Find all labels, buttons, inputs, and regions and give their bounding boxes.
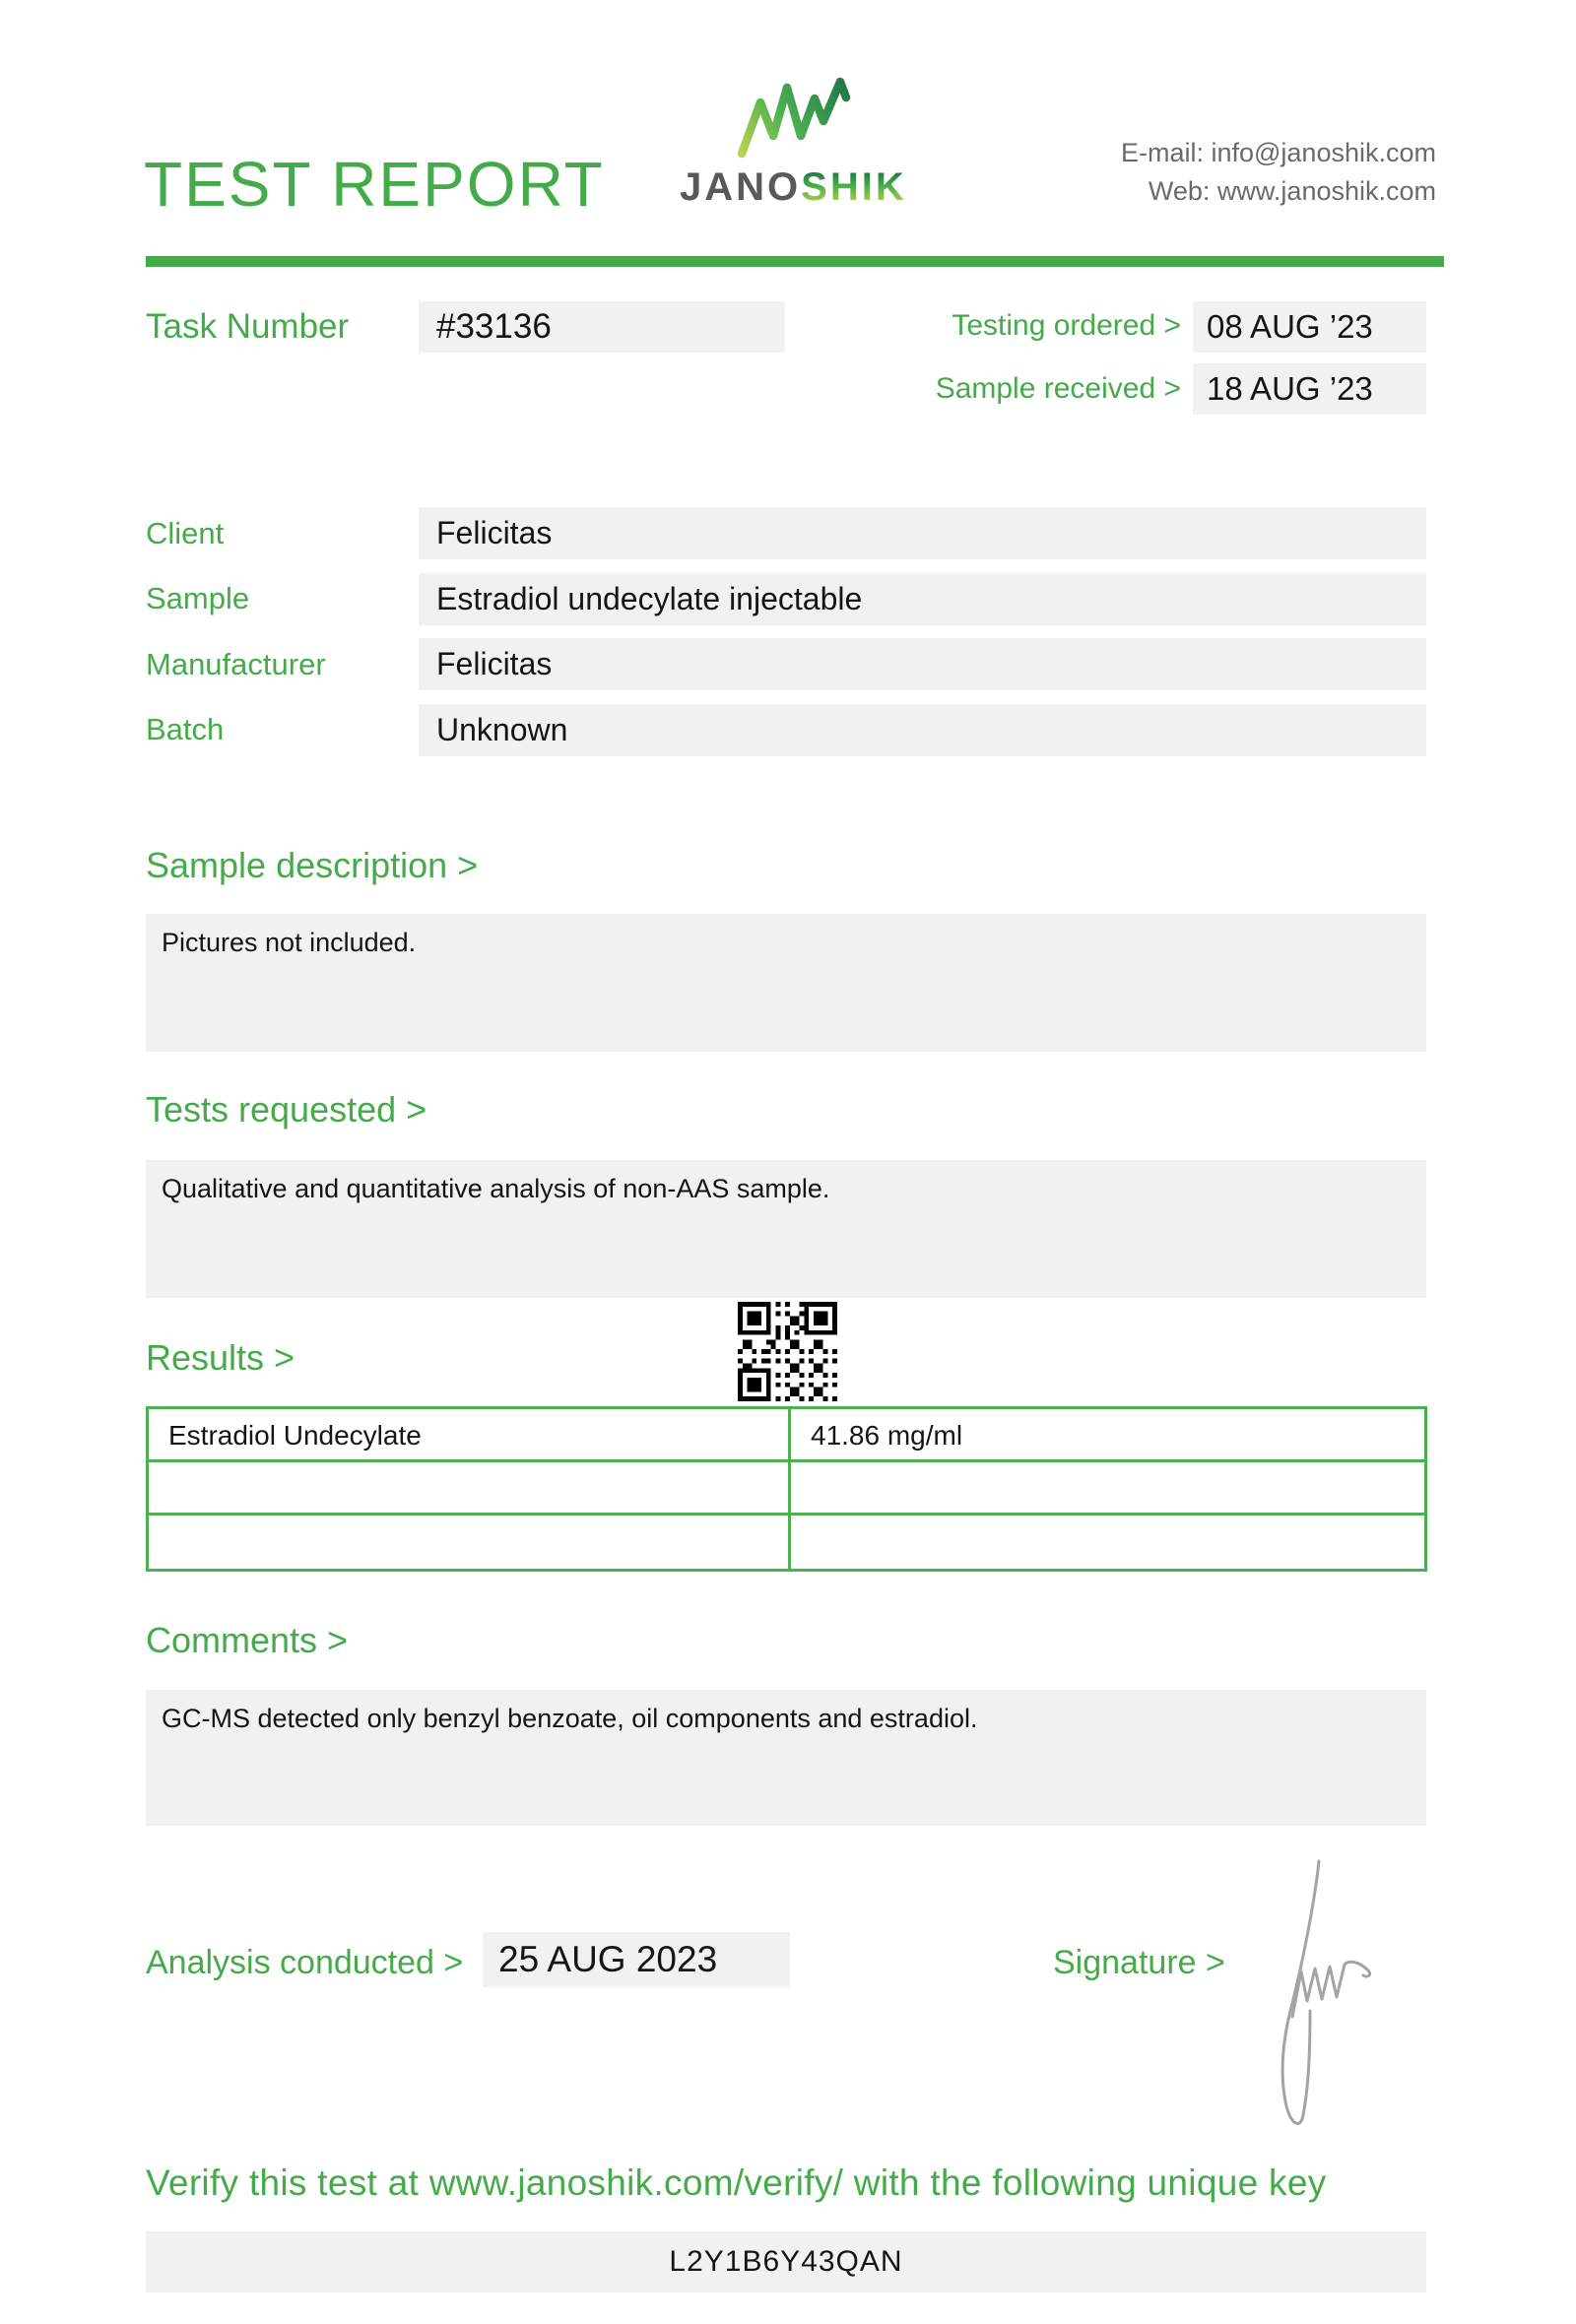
- result-analyte-empty: [149, 1462, 791, 1516]
- comments-heading: Comments >: [146, 1620, 349, 1660]
- sample-description-box: [146, 914, 1426, 1052]
- analysis-conducted-label: Analysis conducted >: [146, 1944, 464, 1981]
- analysis-date-value: 25 AUG 2023: [483, 1932, 790, 1987]
- unique-key-value: L2Y1B6Y43QAN: [669, 2245, 903, 2278]
- task-number-label: Task Number: [146, 307, 350, 346]
- signature-handwriting: [1251, 1824, 1409, 2149]
- task-number-value: #33136: [419, 301, 785, 353]
- comments-text: GC-MS detected only benzyl benzoate, oil components and estradiol.: [162, 1704, 978, 1733]
- chart-growth-icon: [734, 75, 852, 160]
- sample-label: Sample: [146, 581, 250, 615]
- batch-label: Batch: [146, 712, 225, 746]
- verify-instruction: Verify this test at www.janoshik.com/verify/ with the following unique key: [146, 2163, 1327, 2203]
- result-analyte: Estradiol Undecylate: [149, 1409, 791, 1462]
- tests-requested-box: [146, 1160, 1426, 1298]
- sample-description-text: Pictures not included.: [162, 928, 417, 957]
- result-analyte-empty: [149, 1516, 791, 1569]
- result-value-empty: [791, 1462, 1424, 1516]
- logo-wordmark-primary: JANO: [680, 165, 802, 209]
- result-value: 41.86 mg/ml: [791, 1409, 1424, 1462]
- signature-label: Signature >: [1053, 1944, 1225, 1981]
- sample-description-heading: Sample description >: [146, 845, 479, 885]
- contact-email: E-mail: info@janoshik.com: [1120, 138, 1436, 167]
- comments-box: [146, 1690, 1426, 1826]
- results-heading: Results >: [146, 1337, 296, 1378]
- qr-code: [738, 1302, 837, 1401]
- testing-ordered-label: Testing ordered >: [952, 309, 1181, 342]
- sample-value: Estradiol undecylate injectable: [419, 573, 1426, 625]
- logo-wordmark: [680, 165, 906, 210]
- testing-ordered-value: 08 AUG ’23: [1193, 301, 1426, 353]
- client-value: Felicitas: [419, 507, 1426, 559]
- client-label: Client: [146, 516, 225, 550]
- result-value-empty: [791, 1516, 1424, 1569]
- tests-requested-heading: Tests requested >: [146, 1089, 427, 1130]
- sample-received-label: Sample received >: [935, 372, 1181, 405]
- batch-value: Unknown: [419, 704, 1426, 756]
- manufacturer-label: Manufacturer: [146, 647, 326, 681]
- results-table: [146, 1406, 1427, 1572]
- contact-web: Web: www.janoshik.com: [1148, 176, 1436, 206]
- unique-key-box: [146, 2231, 1426, 2292]
- janoshik-logo: [680, 75, 906, 210]
- page-title: TEST REPORT: [144, 149, 605, 220]
- logo-wordmark-secondary: SHIK: [801, 165, 907, 209]
- tests-requested-text: Qualitative and quantitative analysis of non-AAS sample.: [162, 1174, 830, 1203]
- header-divider: [146, 256, 1444, 267]
- contact-info: [1121, 134, 1436, 211]
- sample-received-value: 18 AUG ’23: [1193, 363, 1426, 415]
- manufacturer-value: Felicitas: [419, 638, 1426, 690]
